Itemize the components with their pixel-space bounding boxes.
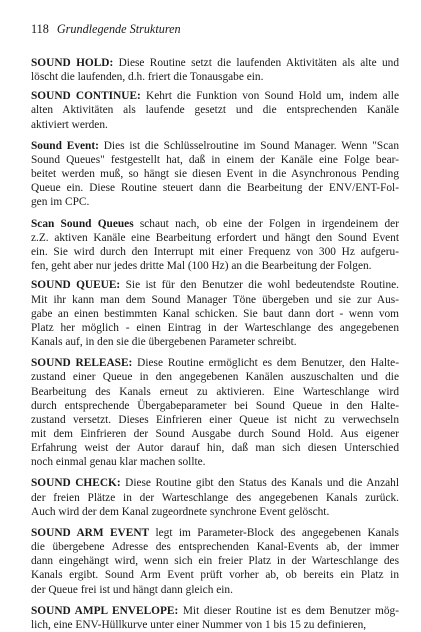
term-heading: SOUND HOLD:: [31, 57, 114, 69]
line-text: ein. Sie wird durch den Interrupt mit einer Frequenz von 300 Hz aufgeru-: [31, 246, 399, 259]
line-text: z.Z. aktiven Kanäle eine Bearbeitung erfordert und hängt den Sound Event: [31, 232, 399, 244]
body-text: [31, 56, 399, 632]
term-heading: Scan Sound Queues: [31, 217, 134, 230]
line-text: Sie ist für den Benutzer die wohl bedeutendste Routine.: [120, 279, 399, 292]
text-line: [31, 231, 399, 245]
line-text: legt im Parameter-Block des angegebenen Kanals: [149, 527, 399, 540]
line-text: der freien Plätze in der Warteschlange des angegebenen Kanals zurück.: [31, 491, 399, 504]
line-text: Kanals auf, in den sie die übergebenen Parameter schreibt.: [31, 335, 297, 348]
text-line: [31, 554, 399, 568]
term-heading: SOUND RELEASE:: [31, 357, 133, 370]
line-text: gen im CPC.: [31, 196, 90, 209]
text-line: [31, 195, 399, 209]
text-line: [31, 56, 399, 70]
term-heading: SOUND CHECK:: [31, 477, 121, 490]
text-line: [31, 139, 399, 153]
text-line: [31, 103, 399, 117]
running-head: Grundlegende Strukturen: [56, 22, 181, 36]
text-line: [31, 583, 399, 597]
line-text: zustand einer Queue in den angegebenen Kanälen auszuschalten und die: [31, 371, 399, 384]
text-line: [31, 427, 399, 441]
line-text: gabe an einen bestimmten Kanal schicken. Sie baut dann dort - wenn vom: [31, 307, 399, 320]
text-line: [31, 153, 399, 167]
term-heading: Sound Event:: [31, 140, 99, 153]
line-text: durch entsprechende Übergabeparameter bei Sound Queue in den Halte-: [31, 399, 399, 412]
text-line: [31, 540, 399, 554]
line-text: der Queue frei ist und hängt dann gleich ein.: [31, 583, 233, 596]
line-text: löscht die laufenden, d.h. friert die Tonausgabe ein.: [31, 71, 264, 84]
text-line: [31, 399, 399, 413]
text-line: [31, 385, 399, 399]
text-line: [31, 259, 399, 273]
text-line: [31, 455, 399, 469]
line-text: Sound Queues" festgestellt hat, daß in einem der Kanäle eine Folge bear-: [31, 154, 399, 167]
line-text: Kanals ergibt. Sound Arm Event prüft vorher ab, ob bereits ein Platz in: [31, 569, 399, 582]
line-text: mit dem Einfrieren der Sound Ausgabe durch Sound Hold. Aus eigener: [31, 427, 399, 440]
line-text: aktiviert werden.: [31, 118, 108, 131]
line-text: Erfahrung weist der Autor darauf hin, daß man sich diesen Unterschied: [31, 441, 399, 454]
line-text: schaut nach, ob eine der Folgen in irgendeinem der: [133, 217, 399, 230]
text-line: [31, 568, 399, 582]
line-text: zustand versetzt. Dieses Einfrieren einer Queue ist nicht zu verwechseln: [31, 413, 399, 426]
page-number: 118: [31, 22, 49, 36]
line-text: Platz her möglich - einen Eintrag in der Warteschlange des angegebenen: [31, 321, 399, 334]
text-line: [31, 167, 399, 181]
term-heading: SOUND CONTINUE:: [31, 90, 141, 103]
line-text: Kehrt die Funktion von Sound Hold um, indem alle: [140, 90, 399, 103]
line-text: Mit ihr kann man dem Sound Manager Töne übergeben und sie zur Aus-: [31, 293, 399, 306]
text-line: [31, 293, 399, 307]
text-line: [31, 413, 399, 427]
text-line: [31, 118, 399, 132]
text-line: [31, 70, 399, 84]
text-line: [31, 181, 399, 195]
line-text: dann eingehängt wird, wenn sich ein freier Platz in der Warteschlange des: [31, 555, 399, 568]
text-line: [31, 476, 399, 490]
paragraph-sound-release: [31, 356, 399, 469]
line-text: alten Aktivitäten als laufende gesetzt und die entsprechenden Kanäle: [31, 104, 399, 117]
term-heading: SOUND QUEUE:: [31, 279, 121, 292]
text-line: [31, 321, 399, 335]
line-text: Diese Routine setzt die laufenden Aktivitäten als alte und: [113, 57, 399, 69]
text-line: [31, 356, 399, 370]
paragraph-sound-arm-event: [31, 526, 399, 596]
text-line: [31, 604, 399, 618]
text-line: [31, 89, 399, 103]
line-text: Diese Routine ermöglicht es dem Benutzer, den Halte-: [132, 357, 399, 370]
paragraph-sound-hold: [31, 56, 399, 84]
text-line: [31, 618, 399, 632]
text-line: [31, 526, 399, 540]
paragraph-sound-ampl-envelope: [31, 604, 399, 632]
text-line: [31, 278, 399, 292]
text-line: [31, 441, 399, 455]
page-header: [31, 22, 399, 36]
line-text: fen, geht aber nur jedes dritte Mal (100 Hz) an die Bearbeitung der Folgen.: [31, 260, 372, 273]
text-line: [31, 217, 399, 231]
line-text: Dies ist die Schlüsselroutine im Sound Manager. Wenn "Scan: [98, 140, 399, 153]
paragraph-sound-queue: [31, 278, 399, 348]
text-line: [31, 335, 399, 349]
term-heading: SOUND AMPL ENVELOPE:: [31, 605, 179, 617]
line-text: Auch wird der dem Kanal zugeordnete synchrone Event gelöscht.: [31, 505, 330, 518]
paragraph-sound-event: [31, 139, 399, 209]
paragraph-scan-sound-queues: [31, 217, 399, 273]
paragraph-sound-continue: [31, 89, 399, 131]
term-heading: SOUND ARM EVENT: [31, 527, 150, 540]
line-text: lich, eine ENV-Hüllkurve unter einer Nummer von 1 bis 15 zu definieren,: [31, 619, 367, 632]
text-line: [31, 307, 399, 321]
text-line: [31, 245, 399, 259]
line-text: beitet werden muß, so hängt sie diesen Event in die Asynchronous Pending: [31, 168, 399, 181]
text-line: [31, 370, 399, 384]
line-text: die übergebene Adresse des entsprechenden Kanal-Events ab, der immer: [31, 541, 399, 554]
line-text: noch einmal genau klar machen sollte.: [31, 455, 206, 468]
text-line: [31, 505, 399, 519]
text-line: [31, 491, 399, 505]
line-text: Queue ein. Diese Routine steuert dann die Bearbeitung der ENV/ENT-Fol-: [31, 182, 399, 195]
line-text: Mit dieser Routine ist es dem Benutzer mög-: [178, 605, 399, 617]
line-text: Bearbeitung des Kanals erneut zu aktivieren. Eine Warteschlange wird: [31, 385, 399, 398]
paragraph-sound-check: [31, 476, 399, 518]
line-text: Diese Routine gibt den Status des Kanals und die Anzahl: [120, 477, 399, 490]
